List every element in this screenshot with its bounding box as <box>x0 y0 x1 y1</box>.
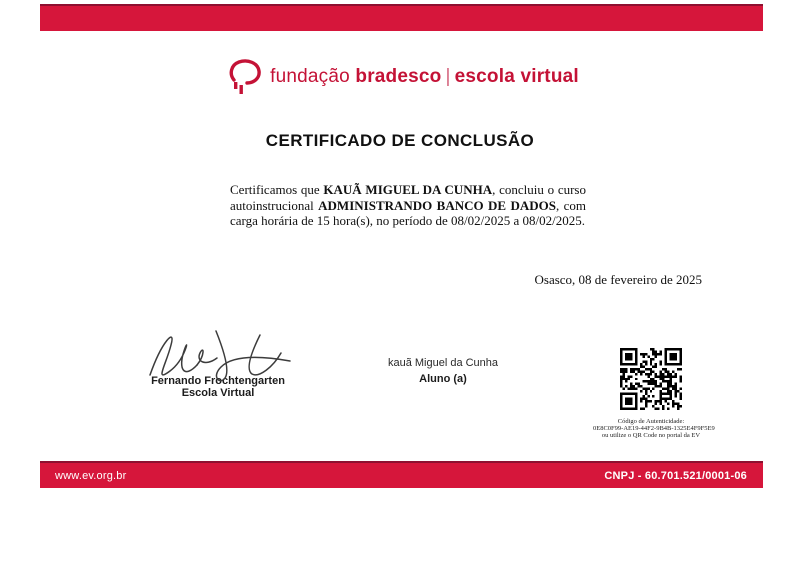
signer-name: Fernando Frochtengarten <box>151 375 285 387</box>
student-name-inline: KAUÃ MIGUEL DA CUNHA <box>323 182 493 197</box>
student-role: Aluno (a) <box>419 373 467 385</box>
certificate-title: CERTIFICADO DE CONCLUSÃO <box>265 131 535 150</box>
bottom-red-bar <box>40 461 763 488</box>
signature-block <box>118 325 318 399</box>
fundacao-bradesco-icon <box>227 58 263 96</box>
footer-cnpj: CNPJ - 60.701.521/0001-06 <box>604 469 747 482</box>
logo-text-fundacao: fundação <box>270 66 350 87</box>
logo-text-bradesco: bradesco <box>355 66 442 87</box>
qr-code <box>620 348 682 410</box>
signature-scribble <box>140 325 300 383</box>
issue-date: Osasco, 08 de fevereiro de 2025 <box>534 272 702 287</box>
signer-org: Escola Virtual <box>181 387 255 399</box>
body-prefix: Certificamos que <box>230 182 324 197</box>
student-block <box>363 357 523 385</box>
auth-label: Código de Autenticidade: <box>617 418 685 425</box>
auth-hint: ou utilize o QR Code no portal da EV <box>601 432 701 439</box>
logo-text-escola-virtual: escola virtual <box>454 66 579 87</box>
body-middle: , concluiu o curso autoinstrucional <box>230 182 586 213</box>
authentication-block <box>593 348 715 439</box>
footer-website: www.ev.org.br <box>55 469 127 482</box>
auth-code: 0E8C0F99-AE19-44F2-9B4B-1325E4F9F5E9 <box>593 425 715 432</box>
course-name-inline: ADMINISTRANDO BANCO DE DADOS <box>318 197 556 213</box>
student-name: kauã Miguel da Cunha <box>387 357 499 369</box>
brand-logo-text <box>270 66 579 88</box>
top-red-bar <box>40 4 763 31</box>
body-suffix: , com carga horária de 15 hora(s), no período de 08/02/2025 a 08/02/2025. <box>230 197 586 228</box>
certificate-body <box>230 182 586 229</box>
logo-separator: | <box>445 66 451 87</box>
brand-logo <box>0 58 806 96</box>
